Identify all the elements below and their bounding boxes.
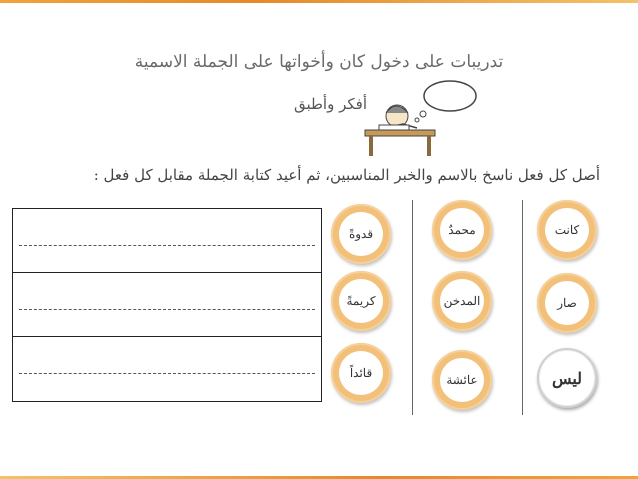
verb-option-laysa[interactable] <box>537 348 597 408</box>
answer-row-3[interactable] <box>13 337 321 401</box>
top-accent-stripe <box>0 0 638 3</box>
subject-label: محمدٌ <box>440 208 484 252</box>
subject-label: المدخن <box>440 279 484 323</box>
predicate-option-qudwa[interactable] <box>331 204 391 264</box>
verb-option-sara[interactable] <box>537 273 597 333</box>
column-divider <box>412 200 413 415</box>
slide-title: تدريبات على دخول كان وأخواتها على الجملة الاسمية <box>134 52 504 72</box>
verb-label: كانت <box>545 208 589 252</box>
predicate-label: قدوةً <box>339 212 383 256</box>
answer-table <box>12 208 322 402</box>
predicate-option-karima[interactable] <box>331 271 391 331</box>
subject-option-mohammed[interactable] <box>432 200 492 260</box>
subject-option-smoker[interactable] <box>432 271 492 331</box>
thinking-student-clipart <box>355 78 480 158</box>
answer-row-2[interactable] <box>13 273 321 337</box>
think-apply-label: أفكر وأطبق <box>293 95 367 113</box>
predicate-label: قائداً <box>339 351 383 395</box>
answer-line <box>19 373 315 374</box>
subject-option-aisha[interactable] <box>432 350 492 410</box>
predicate-label: كريمةً <box>339 279 383 323</box>
answer-row-1[interactable] <box>13 209 321 273</box>
answer-line <box>19 245 315 246</box>
verb-label: صار <box>545 281 589 325</box>
subject-label: عائشة <box>440 358 484 402</box>
column-divider <box>522 200 523 415</box>
answer-line <box>19 309 315 310</box>
verb-label: ليس <box>540 351 594 405</box>
exercise-instruction: أصل كل فعل ناسخ بالاسم والخبر المناسبين، ثم أعيد كتابة الجملة مقابل كل فعل : <box>93 166 600 184</box>
verb-option-kanat[interactable] <box>537 200 597 260</box>
predicate-option-qaid[interactable] <box>331 343 391 403</box>
